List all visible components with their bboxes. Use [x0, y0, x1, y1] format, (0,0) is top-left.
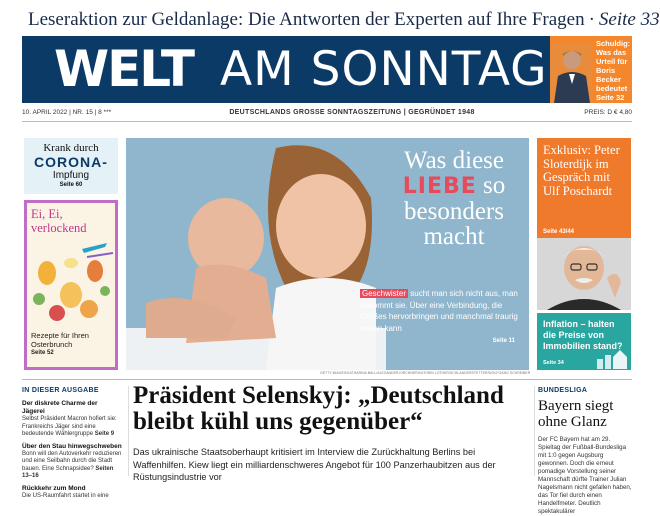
easter-page: Seite 52 — [31, 350, 54, 356]
main-body: Das ukrainische Staatsoberhaupt kritisiert im Interview die Zurückhaltung Berlins bei Waffenhilfen. Kiew liegt ein milliardenschweres Angebot für 100 Panzerhaubitzen aus der Rüstungsindustrie vor — [133, 447, 496, 482]
top-teaser-separator: · — [588, 9, 595, 30]
sloterdijk-portrait — [537, 238, 631, 310]
main-headline[interactable]: Präsident Selenskyj: „Deutschland bleibt kühl uns gegenüber“ — [133, 382, 504, 435]
becker-teaser-text — [596, 39, 632, 102]
dateline — [22, 106, 632, 122]
top-teaser-page: Seite 33 — [598, 9, 660, 30]
sloterdijk-teaser[interactable] — [537, 138, 631, 310]
issue-date: 10. APRIL 2022 | NR. 15 | 8 *** — [22, 109, 112, 116]
hero-caption-text: sucht man sich nicht aus, man bekommt sie. Über eine Verbindung, die Großes hervorbringen und manchmal traurig enden kann — [360, 289, 518, 333]
corona-page: Seite 60 — [59, 182, 83, 188]
item-body — [22, 451, 122, 481]
masthead-title: AM SONNTAG — [220, 42, 548, 97]
item-body — [22, 416, 122, 439]
list-item[interactable] — [22, 443, 122, 481]
column-divider-left — [128, 386, 129, 476]
becker-teaser-title: Schuldig: Was das Urteil für Boris Becker bedeutet — [596, 39, 631, 93]
hero-page: Seite 11 — [492, 338, 515, 344]
item-text: Bonn will den Autoverkehr reduzieren und eine Seilbahn durch die Stadt bauen. Eine Schnapsidee? — [22, 450, 122, 472]
hero-caption-highlight: Geschwister — [362, 289, 407, 298]
bundesliga-teaser[interactable] — [538, 387, 634, 516]
section-divider — [22, 379, 632, 380]
item-body — [22, 493, 122, 501]
boris-becker-photo — [550, 44, 592, 103]
item-page: Seite 9 — [94, 431, 115, 437]
masthead — [22, 36, 632, 103]
item-text: Die US-Raumfahrt startet in eine — [22, 492, 109, 499]
becker-teaser-page: Seite 32 — [596, 93, 625, 102]
top-teaser-text: Leseraktion zur Geldanlage: Die Antworten der Experten auf Ihre Fragen — [28, 9, 585, 30]
hero-headline — [384, 148, 524, 249]
price: PREIS: D € 4,80 — [584, 109, 632, 116]
item-page: Seiten 13–16 — [22, 465, 114, 479]
easter-food-illustration — [27, 243, 115, 329]
list-item[interactable] — [22, 485, 122, 501]
bundesliga-headline: Bayern siegt ohne Glanz — [538, 398, 614, 430]
inflation-title: Inflation – halten die Preise von Immobilien stand? — [543, 319, 623, 351]
in-dieser-ausgabe — [22, 387, 122, 504]
hero-caption — [360, 288, 526, 334]
inflation-page: Seite 34 — [543, 360, 564, 366]
slogan: DEUTSCHLANDS GROSSE SONNTAGSZEITUNG | GEGRÜNDET 1948 — [229, 109, 475, 116]
section-label: IN DIESER AUSGABE — [22, 387, 99, 394]
house-icon — [595, 347, 629, 369]
corona-line2: CORONA- — [34, 154, 108, 170]
corona-line3: Impfung — [52, 170, 90, 181]
sloterdijk-page: Seite 43/44 — [543, 229, 575, 235]
hero-story[interactable] — [126, 138, 529, 370]
item-head: Rückkehr zum Mond — [22, 484, 86, 492]
easter-text: Rezepte für Ihren Osterbrunch — [31, 331, 89, 349]
hero-headline-line1: Was diese — [403, 147, 505, 174]
hero-headline-line2: so besonders macht — [404, 172, 506, 250]
easter-teaser[interactable] — [24, 200, 118, 370]
welt-logo[interactable]: WELT — [54, 40, 193, 98]
becker-teaser[interactable] — [550, 36, 632, 103]
inflation-teaser[interactable] — [537, 313, 631, 370]
list-item[interactable] — [22, 400, 122, 439]
photo-credit: GETTY IMAGES/KATHARINA BALL/ALEXANDER KIRCHNER/KATHRIN LOTHER/SCHLANDERSTETTER/WOLFGANG SCHREIBER — [320, 371, 531, 375]
column-divider-right — [534, 386, 535, 476]
top-teaser-line[interactable] — [28, 9, 660, 33]
bundesliga-body: Der FC Bayern hat am 29. Spieltag der Fußball-Bundesliga mit 1:0 gegen Augsburg gewonnen. Doch die erneut pomadige Vorstellung seiner Mannschaft dürfte Trainer Julian Nagelsmann nicht gefallen haben, das Tor fiel durch einen Handelfmeter. Deutlich spektakulärer — [538, 436, 632, 515]
item-text: Selbst Präsident Macron hofiert sie: Frankreichs Jäger sind eine bedeutende Wählergruppe — [22, 416, 117, 437]
easter-text-block — [31, 331, 115, 358]
item-head: Der diskrete Charme der Jägerei — [22, 400, 98, 415]
sloterdijk-title: Exklusiv: Peter Sloterdijk im Gespräch mit Ulf Poschardt — [543, 143, 620, 198]
hero-headline-highlight: LIEBE — [402, 174, 477, 199]
easter-title: Ei, Ei, verlockend — [31, 207, 87, 235]
bundesliga-label: BUNDESLIGA — [538, 387, 588, 394]
item-head: Über den Stau hinwegschweben — [22, 442, 122, 450]
corona-teaser[interactable] — [24, 138, 118, 194]
corona-line1: Krank durch — [43, 142, 99, 154]
